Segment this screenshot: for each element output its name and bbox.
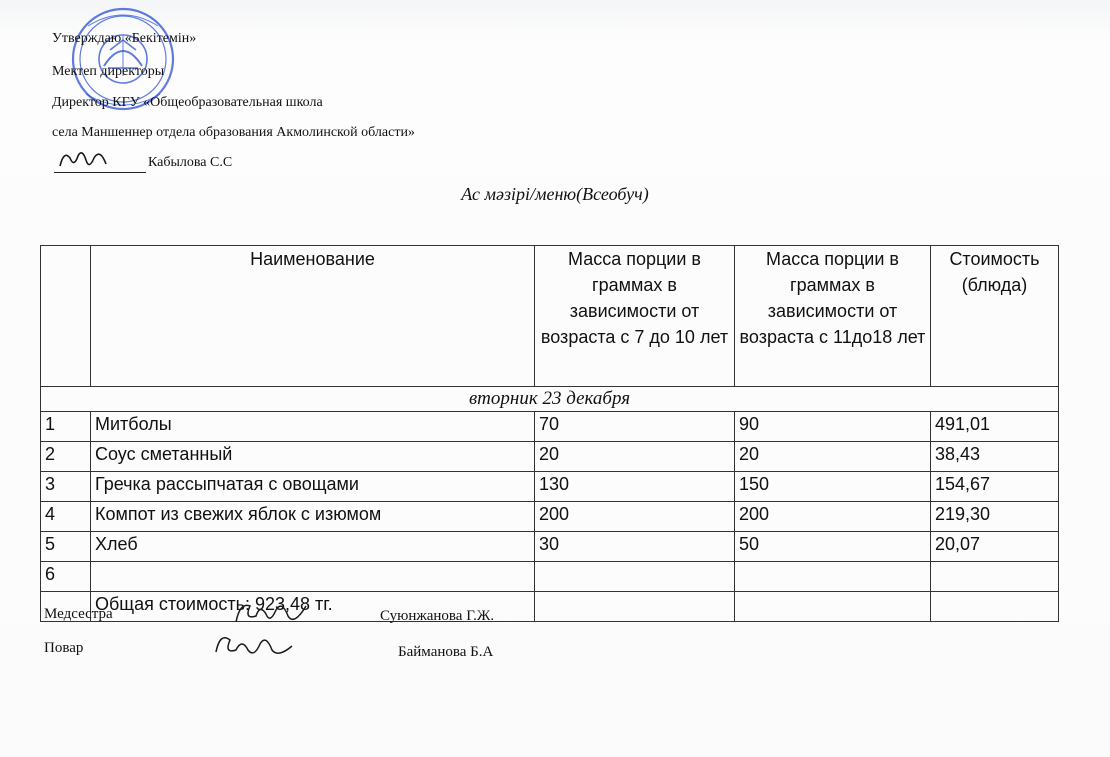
row-name: Компот из свежих яблок с изюмом (91, 502, 535, 532)
approval-line-1: Утверждаю «Бекітемін» (52, 31, 197, 46)
row-cost (931, 562, 1059, 592)
cook-name: Байманова Б.А (398, 644, 494, 660)
row-index: 3 (41, 472, 91, 502)
table-row (41, 442, 1059, 472)
signature-line (54, 172, 146, 173)
row-index: 6 (41, 562, 91, 592)
total-label: Общая стоимость: 923,48 тг. (91, 592, 535, 622)
row-mass-young: 70 (535, 412, 735, 442)
table-header-row (41, 246, 1059, 387)
header-mass-young: Масса порции в граммах в зависимости от возраста с 7 до 10 лет (535, 246, 735, 387)
row-mass-young: 30 (535, 532, 735, 562)
approval-line-3: Директор КГУ «Общеобразовательная школа (52, 95, 323, 110)
nurse-role: Медсестра (44, 606, 113, 622)
total-empty-cell (735, 592, 931, 622)
total-row (41, 592, 1059, 622)
row-cost: 20,07 (931, 532, 1059, 562)
menu-title: Ас мәзірі/меню(Всеобуч) (461, 184, 649, 204)
table-row (41, 562, 1059, 592)
row-mass-old (735, 562, 931, 592)
header-mass-old: Масса порции в граммах в зависимости от возраста с 11до18 лет (735, 246, 931, 387)
row-index: 1 (41, 412, 91, 442)
approval-signer: Кабылова С.С (148, 155, 233, 170)
header-num (41, 246, 91, 387)
cook-signature (212, 628, 296, 662)
table-row (41, 532, 1059, 562)
total-empty-cell (535, 592, 735, 622)
row-mass-old: 50 (735, 532, 931, 562)
table-row (41, 472, 1059, 502)
row-mass-young (535, 562, 735, 592)
approval-line-4: села Маншеннер отдела образования Акмолинской области» (52, 125, 415, 140)
header-name: Наименование (91, 246, 535, 387)
row-name: Митболы (91, 412, 535, 442)
row-name: Хлеб (91, 532, 535, 562)
row-name: Гречка рассыпчатая с овощами (91, 472, 535, 502)
cook-role: Повар (44, 640, 84, 656)
row-mass-young: 200 (535, 502, 735, 532)
row-cost: 154,67 (931, 472, 1059, 502)
row-mass-old: 200 (735, 502, 931, 532)
row-mass-old: 20 (735, 442, 931, 472)
header-cost: Стоимость (блюда) (931, 246, 1059, 387)
day-label: вторник 23 декабря (41, 387, 1059, 412)
row-mass-old: 90 (735, 412, 931, 442)
row-name: Соус сметанный (91, 442, 535, 472)
row-mass-young: 20 (535, 442, 735, 472)
row-index: 5 (41, 532, 91, 562)
total-empty-cell (931, 592, 1059, 622)
day-row (41, 387, 1059, 412)
table-row (41, 412, 1059, 442)
row-name (91, 562, 535, 592)
row-mass-old: 150 (735, 472, 931, 502)
row-cost: 38,43 (931, 442, 1059, 472)
menu-table (40, 245, 1059, 622)
row-mass-young: 130 (535, 472, 735, 502)
row-cost: 491,01 (931, 412, 1059, 442)
nurse-name: Суюнжанова Г.Ж. (380, 608, 495, 624)
row-index: 2 (41, 442, 91, 472)
table-row (41, 502, 1059, 532)
row-cost: 219,30 (931, 502, 1059, 532)
row-index: 4 (41, 502, 91, 532)
nurse-signature (230, 596, 310, 630)
approval-line-2: Мектеп директоры (52, 64, 165, 79)
